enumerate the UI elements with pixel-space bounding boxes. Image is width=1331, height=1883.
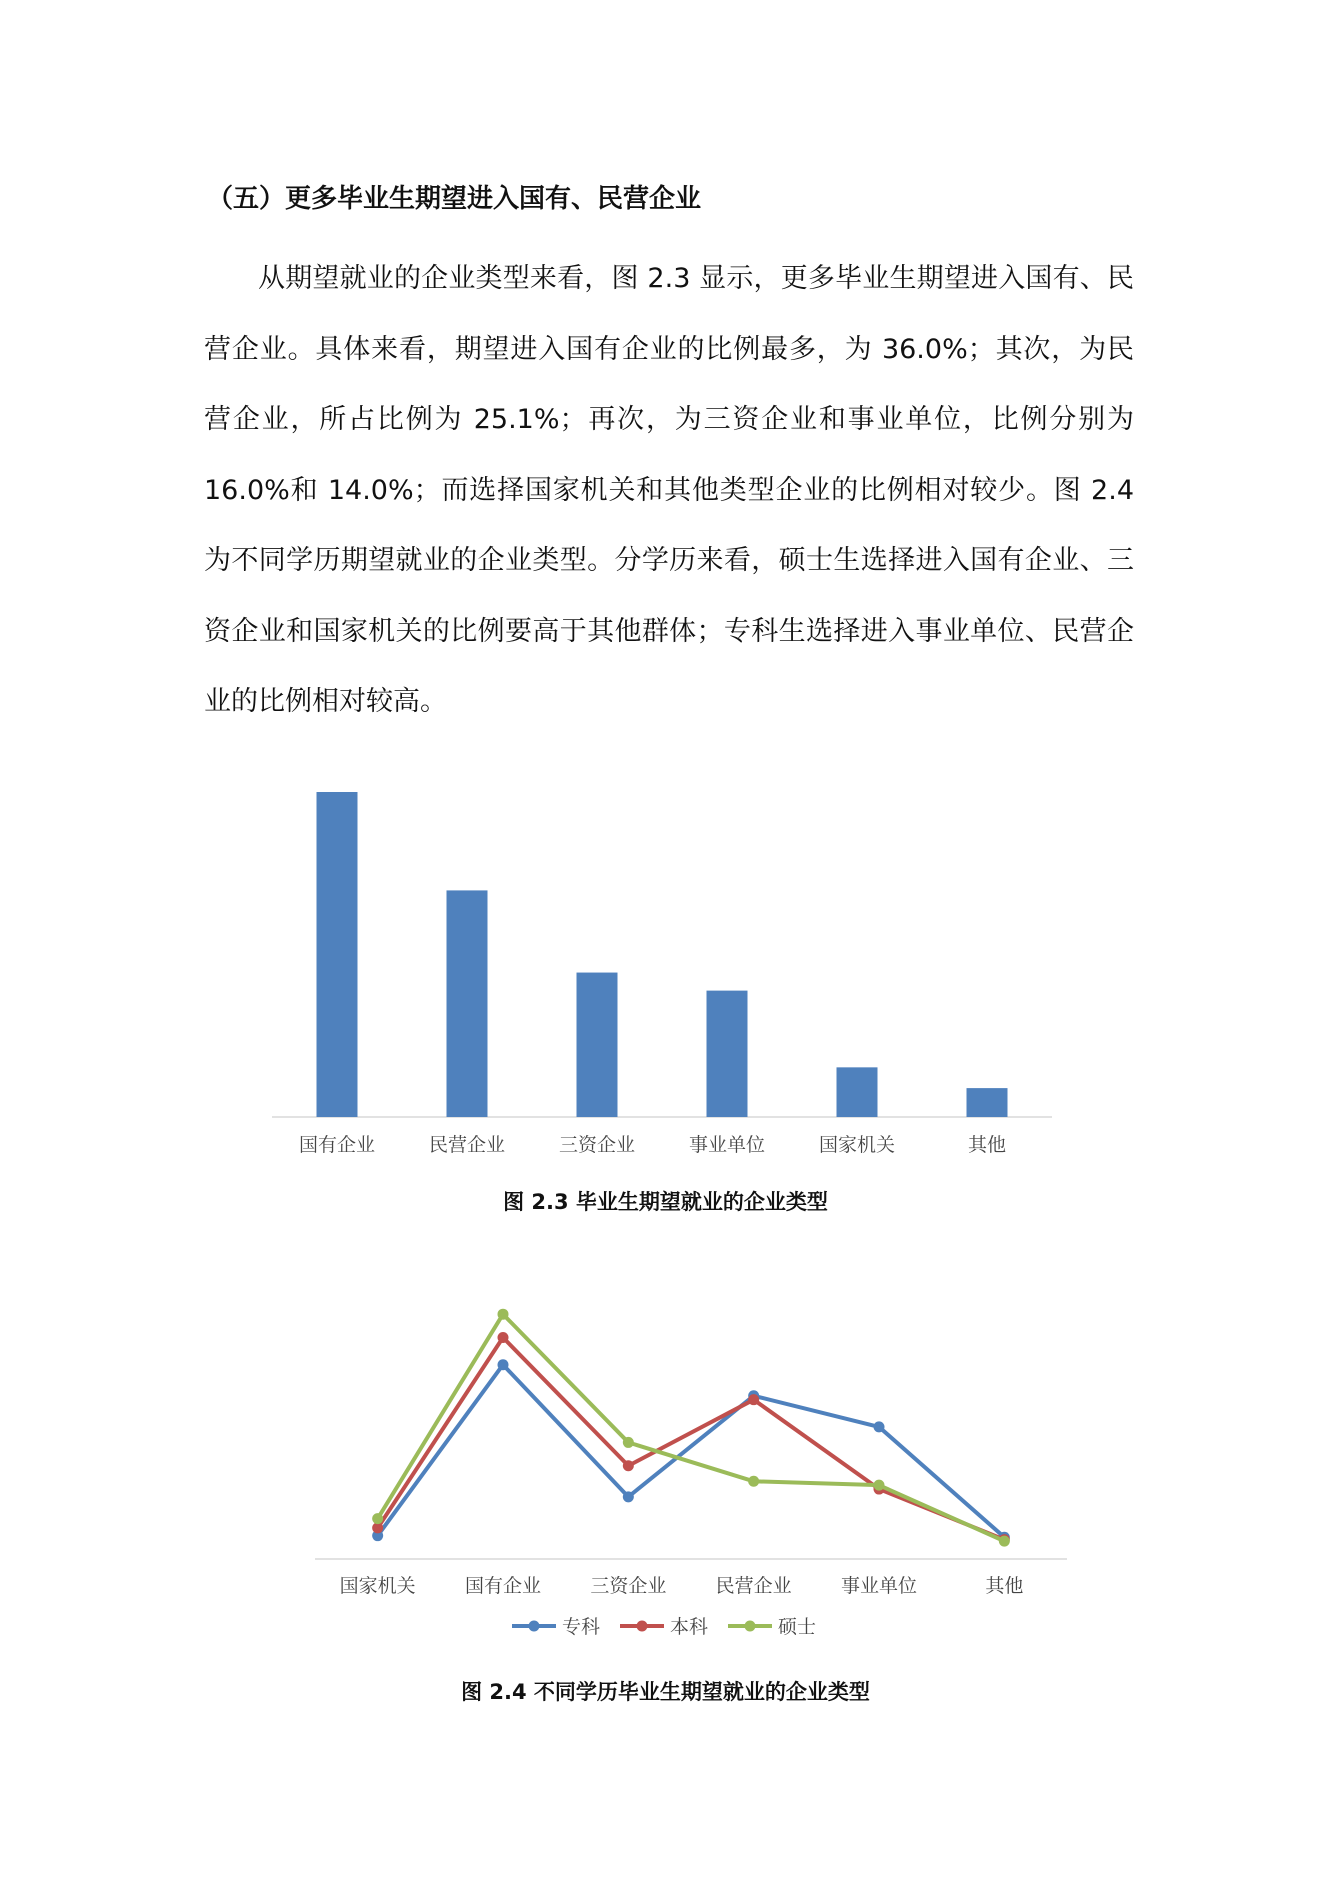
- x-tick-label: 其他: [967, 1134, 1007, 1156]
- series-3-point: [748, 1476, 759, 1487]
- series-2-point: [748, 1394, 759, 1405]
- body-paragraph: 从期望就业的企业类型来看，图 2.3 显示，更多毕业生期望进入国有、民营企业。具体来看，期望进入国有企业的比例最多，为 36.0%；其次，为民营企业，所占比例为 25.1%；再次，为三资企业和事业单位，比例分别为 16.0%和 14.0%；而选择国家机关和其他类型企业的比例相对较少。图 2.4 为不同学历期望就业的企业类型。分学历来看，硕士生选择进入国有企业、三资企业和国家机关的比例要高于其他群体；专科生选择进入事业单位、民营企业的比例相对较高。: [204, 263, 1134, 717]
- x-tick-label: 国有企业: [298, 1134, 376, 1156]
- series-1-point: [623, 1491, 634, 1502]
- series-3-point: [874, 1480, 885, 1491]
- legend-marker-3: [745, 1621, 756, 1632]
- figure-2-3-caption: 图 2.3 毕业生期望就业的企业类型: [503, 1190, 828, 1214]
- x-tick-label: 民营企业: [715, 1575, 792, 1597]
- x-tick-label: 国有企业: [464, 1575, 542, 1597]
- x-tick-label: 国家机关: [339, 1575, 416, 1597]
- legend-label-3: 硕士: [778, 1616, 817, 1638]
- x-tick-label: 事业单位: [688, 1134, 766, 1156]
- series-2-point: [498, 1332, 509, 1343]
- series-3-point: [999, 1536, 1010, 1547]
- series-3-point: [498, 1309, 509, 1320]
- series-3-point: [623, 1437, 634, 1448]
- series-3-point: [372, 1513, 383, 1524]
- series-2-point: [623, 1460, 634, 1471]
- legend-label-1: 专科: [562, 1616, 601, 1638]
- x-tick-label: 民营企业: [428, 1134, 506, 1156]
- series-line-3: [378, 1314, 1005, 1541]
- x-tick-label: 国家机关: [818, 1134, 896, 1156]
- x-tick-label: 三资企业: [558, 1134, 636, 1156]
- legend-marker-1: [529, 1621, 540, 1632]
- x-tick-label: 三资企业: [590, 1575, 667, 1597]
- x-tick-label: 事业单位: [840, 1575, 918, 1597]
- section-heading: （五）更多毕业生期望进入国有、民营企业: [207, 184, 702, 214]
- figure-2-4-caption: 图 2.4 不同学历毕业生期望就业的企业类型: [461, 1680, 870, 1704]
- legend-marker-2: [637, 1621, 648, 1632]
- series-line-1: [378, 1365, 1005, 1538]
- series-1-point: [498, 1359, 509, 1370]
- series-1-point: [874, 1421, 885, 1432]
- x-tick-label: 其他: [985, 1575, 1024, 1597]
- legend-label-2: 本科: [670, 1616, 709, 1638]
